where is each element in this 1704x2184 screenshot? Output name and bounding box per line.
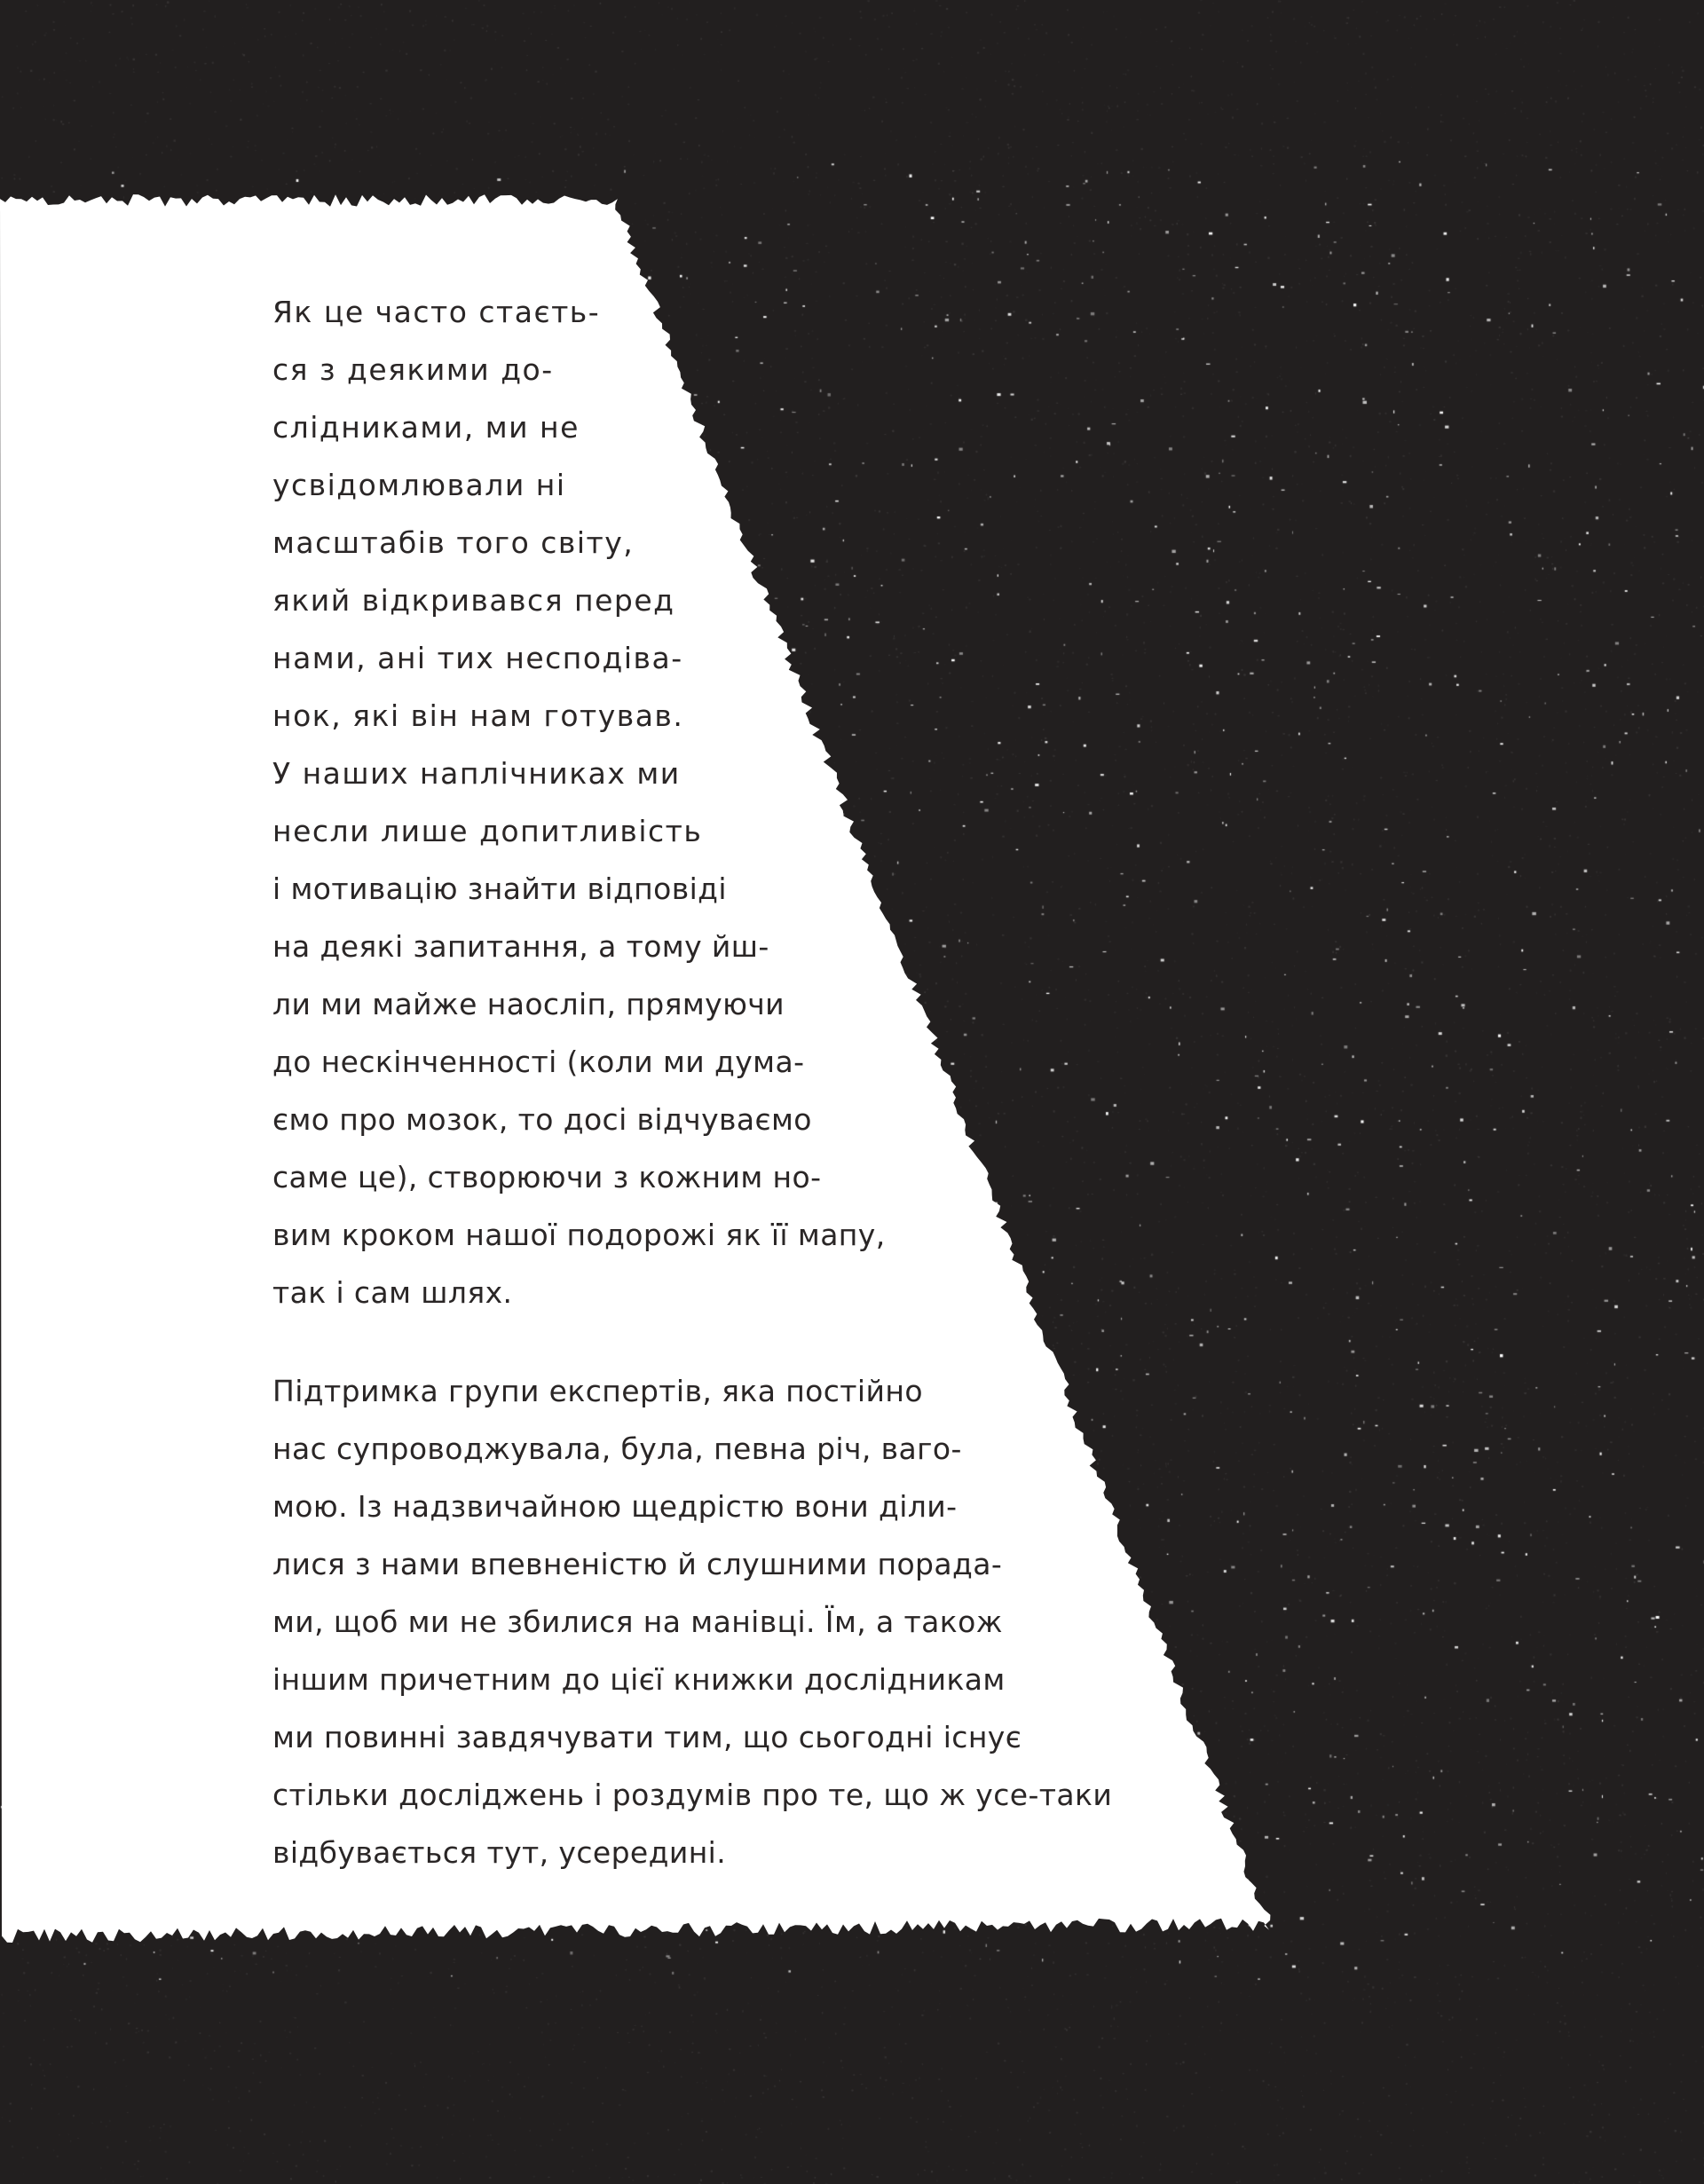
paragraph-1-line: У наших наплічниках ми <box>272 756 681 791</box>
paragraph-2-line: ми повинні завдячувати тим, що сьогодні існує <box>272 1720 1022 1754</box>
paragraph-1-line: який відкривався перед <box>272 583 675 618</box>
paragraph-1-line: на деякі запитання, а тому йш- <box>272 929 769 964</box>
paragraph-2-line: нас супроводжувала, була, певна річ, ваго- <box>272 1431 962 1466</box>
paragraph-2-line: ми, щоб ми не збилися на манівці. Їм, а також <box>272 1604 1003 1639</box>
paragraph-2-line: мою. Із надзвичайною щедрістю вони діли- <box>272 1489 958 1524</box>
paragraph-1-line: до нескінченності (коли ми дума- <box>272 1045 805 1079</box>
paragraph-1-line: усвідомлювали ні <box>272 468 566 502</box>
paragraph-1-line: ємо про мозок, то досі відчуваємо <box>272 1102 812 1137</box>
paragraph-1-line: так і сам шлях. <box>272 1275 513 1310</box>
paragraph-1-line: ся з деякими до- <box>272 352 554 387</box>
paragraph-1-line: масштабів того світу, <box>272 525 635 560</box>
paragraph-2-line: лися з нами впевненістю й слушними порада- <box>272 1547 1003 1581</box>
paragraph-1-line: ли ми майже наосліп, прямуючи <box>272 987 785 1021</box>
paragraph-1-line: нок, які він нам готував. <box>272 698 684 733</box>
paragraph-2-line: іншим причетним до цієї книжки дослідникам <box>272 1662 1006 1697</box>
paragraph-1-line: вим кроком нашої подорожі як її мапу, <box>272 1218 886 1252</box>
paragraph-1-line: нами, ані тих несподіва- <box>272 641 683 675</box>
paragraph-1-line: Як це часто стаєть- <box>272 295 601 329</box>
paragraph-1-line: слідниками, ми не <box>272 410 580 445</box>
paragraph-2-line: Підтримка групи експертів, яка постійно <box>272 1374 923 1408</box>
paragraph-1-line: і мотивацію знайти відповіді <box>272 871 727 906</box>
paragraph-2-line: стільки досліджень і роздумів про те, що ж усе-таки <box>272 1778 1113 1812</box>
paragraph-1-line: несли лише допитливість <box>272 814 703 848</box>
paragraph-2-line: відбувається тут, усередині. <box>272 1835 727 1870</box>
paragraph-1-line: саме це), створюючи з кожним но- <box>272 1160 822 1194</box>
